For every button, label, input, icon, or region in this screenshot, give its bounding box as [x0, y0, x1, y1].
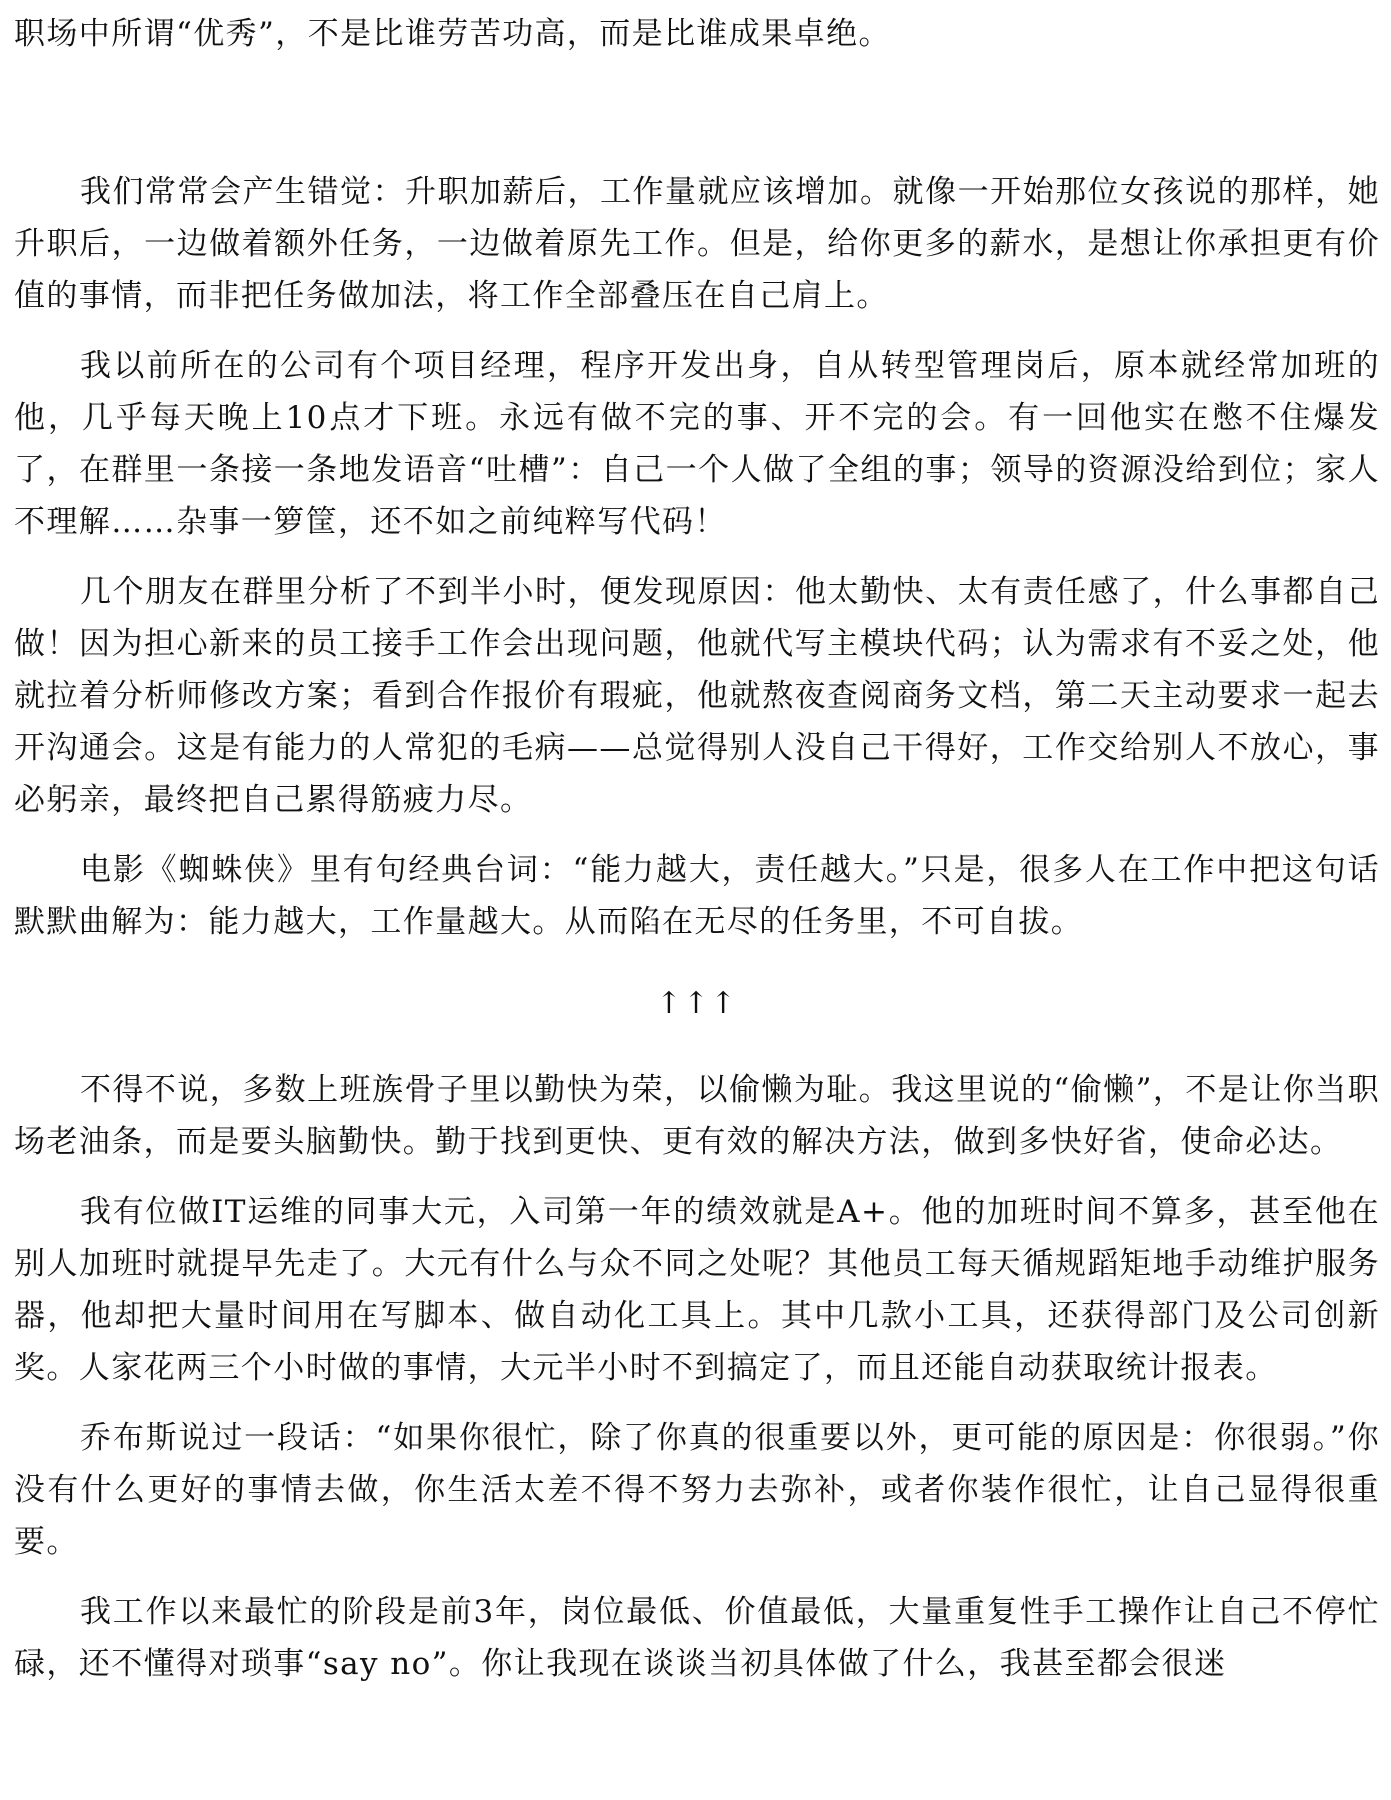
section-divider: ↑↑↑: [656, 986, 738, 1021]
paragraph-4: 电影《蜘蛛侠》里有句经典台词：“能力越大，责任越大。”只是，很多人在工作中把这句话默默曲解为：能力越大，工作量越大。从而陷在无尽的任务里，不可自拔。: [14, 852, 1380, 940]
paragraph-7: 乔布斯说过一段话：“如果你很忙，除了你真的很重要以外，更可能的原因是：你很弱。”你没有什么更好的事情去做，你生活太差不得不努力去弥补，或者你装作很忙，让自己显得很重要。: [14, 1420, 1380, 1560]
paragraph-8: 我工作以来最忙的阶段是前3年，岗位最低、价值最低，大量重复性手工操作让自己不停忙碌，还不懂得对琐事“say no”。你让我现在谈谈当初具体做了什么，我甚至都会很迷: [14, 1594, 1380, 1682]
paragraph-2: 我以前所在的公司有个项目经理，程序开发出身，自从转型管理岗后，原本就经常加班的他，几乎每天晚上10点才下班。永远有做不完的事、开不完的会。有一回他实在憋不住爆发了，在群里一条接一条地发语音“吐槽”：自己一个人做了全组的事；领导的资源没给到位；家人不理解……杂事一箩筐，还不如之前纯粹写代码！: [14, 348, 1380, 540]
paragraph-1: 我们常常会产生错觉：升职加薪后，工作量就应该增加。就像一开始那位女孩说的那样，她升职后，一边做着额外任务，一边做着原先工作。但是，给你更多的薪水，是想让你承担更有价值的事情，而非把任务做加法，将工作全部叠压在自己肩上。: [14, 174, 1380, 314]
paragraph-5: 不得不说，多数上班族骨子里以勤快为荣，以偷懒为耻。我这里说的“偷懒”，不是让你当职场老油条，而是要头脑勤快。勤于找到更快、更有效的解决方法，做到多快好省，使命必达。: [14, 1072, 1380, 1160]
article-body: [14, 166, 1380, 1708]
paragraph-6: 我有位做IT运维的同事大元，入司第一年的绩效就是A+。他的加班时间不算多，甚至他在别人加班时就提早先走了。大元有什么与众不同之处呢？其他员工每天循规蹈矩地手动维护服务器，他却把大量时间用在写脚本、做自动化工具上。其中几款小工具，还获得部门及公司创新奖。人家花两三个小时做的事情，大元半小时不到搞定了，而且还能自动获取统计报表。: [14, 1194, 1380, 1386]
paragraph-3: 几个朋友在群里分析了不到半小时，便发现原因：他太勤快、太有责任感了，什么事都自己做！因为担心新来的员工接手工作会出现问题，他就代写主模块代码；认为需求有不妥之处，他就拉着分析师修改方案；看到合作报价有瑕疵，他就熬夜查阅商务文档，第二天主动要求一起去开沟通会。这是有能力的人常犯的毛病——总觉得别人没自己干得好，工作交给别人不放心，事必躬亲，最终把自己累得筋疲力尽。: [14, 574, 1380, 818]
lead-line: 职场中所谓“优秀”，不是比谁劳苦功高，而是比谁成果卓绝。: [14, 16, 891, 52]
